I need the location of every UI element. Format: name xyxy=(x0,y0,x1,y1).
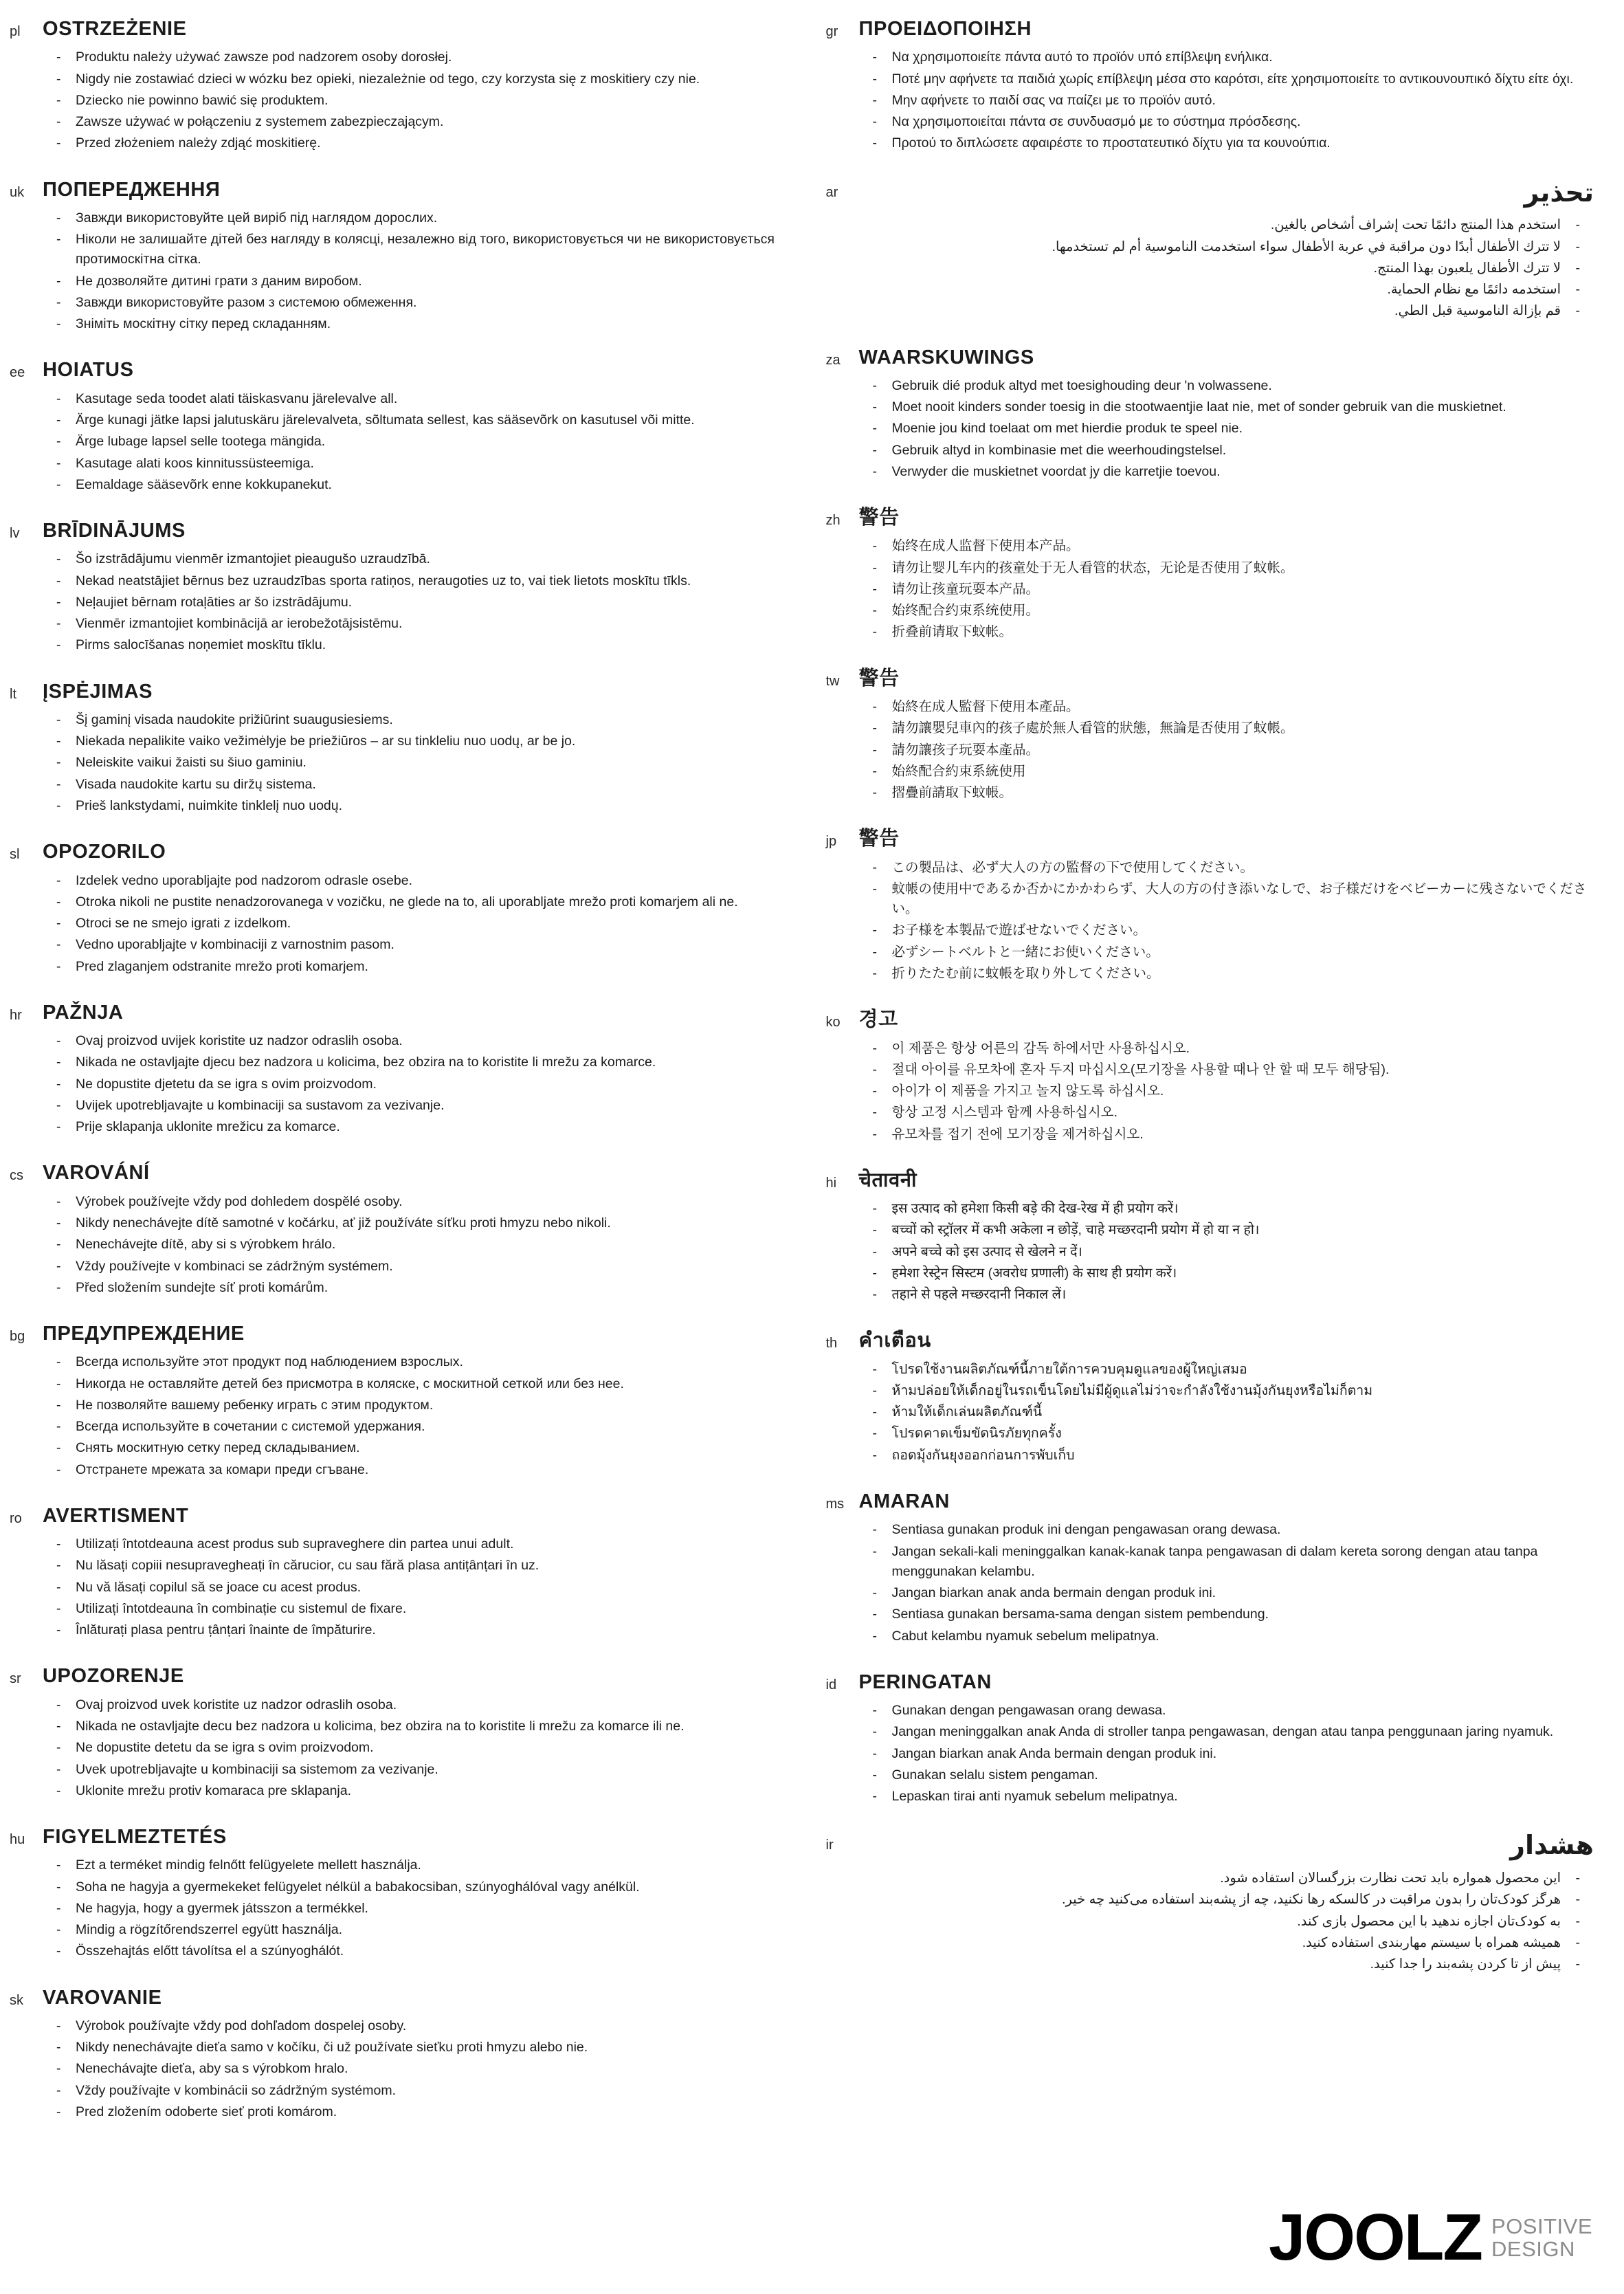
warning-item: - Gebruik dié produk altyd met toesighouding deur 'n volwassene. xyxy=(873,376,1594,396)
section-title: AMARAN xyxy=(858,1490,950,1512)
warning-item: - Pred zlaganjem odstranite mrežo proti komarjem. xyxy=(56,957,778,977)
warning-item: - Niekada nepalikite vaiko vežimėlyje be priežiūros – ar su tinkleliu nuo uodų, ar be jo. xyxy=(56,731,778,751)
warning-list xyxy=(43,2016,778,2122)
warning-item: - 유모차를 접기 전에 모기장을 제거하십시오. xyxy=(873,1125,1594,1145)
section-body xyxy=(43,1323,778,1481)
warning-item: - Utilizați întotdeauna acest produs sub supraveghere din partea unui adult. xyxy=(56,1534,778,1554)
warning-item: - 아이가 이 제품을 가지고 놀지 않도록 하십시오. xyxy=(873,1081,1594,1101)
warning-item: - Lepaskan tirai anti nyamuk sebelum melipatnya. xyxy=(873,1787,1594,1807)
section-title: ПРЕДУПРЕЖДЕНИЕ xyxy=(43,1323,245,1345)
language-code: gr xyxy=(825,24,838,39)
warning-list xyxy=(859,215,1594,321)
warning-item: - Снять москитную сетку перед складыванием. xyxy=(56,1438,778,1458)
warning-list xyxy=(859,1868,1594,1974)
warning-section-pl xyxy=(10,18,778,155)
warning-item: - Ezt a terméket mindig felnőtt felügyelete mellett használja. xyxy=(56,1855,778,1875)
warning-item: - Ne dopustite djetetu da se igra s ovim proizvodom. xyxy=(56,1074,778,1094)
warning-section-sl xyxy=(10,841,778,978)
warning-item: - Kasutage seda toodet alati täiskasvanu järelevalve all. xyxy=(56,389,778,409)
column-1 xyxy=(10,18,778,2147)
warning-list xyxy=(859,536,1594,642)
warning-section-bg xyxy=(10,1323,778,1481)
warning-item: - Nu vă lăsați copilul să se joace cu acest produs. xyxy=(56,1578,778,1598)
warning-item: - ห้ามปล่อยให้เด็กอยู่ในรถเข็นโดยไม่มีผู้ดูแลไม่ว่าจะกำลังใช้งานมุ้งกันยุงหรือไม่ก็ตาม xyxy=(873,1381,1594,1401)
warning-item: - Prieš lankstydami, nuimkite tinklelį nuo uodų. xyxy=(56,796,778,816)
section-title: 警告 xyxy=(858,667,900,690)
warning-item: - پیش از تا کردن پشه‌بند را جدا کنید. xyxy=(859,1954,1581,1974)
language-code: sl xyxy=(10,847,20,863)
warning-item: - Ärge kunagi jätke lapsi jalutuskäru järelevalveta, sõltumata sellest, kas sääsevõrk on kasutusel või mitte. xyxy=(56,410,778,430)
warning-item: - Sentiasa gunakan bersama-sama dengan sistem pembendung. xyxy=(873,1604,1594,1624)
warning-section-lt xyxy=(10,681,778,818)
language-code: ee xyxy=(10,365,25,381)
section-body xyxy=(43,520,778,657)
warning-item: - 蚊帳の使用中であるか否かにかかわらず、大人の方の付き添いなしで、お子様だけをベビーカーに残さないでください。 xyxy=(873,879,1594,920)
warning-item: - Nikdy nenechávajte dieťa samo v kočíku, či už používate sieťku proti hmyzu alebo nie. xyxy=(56,2038,778,2058)
warning-item: - 절대 아이를 유모차에 혼자 두지 마십시오(모기장을 사용할 때나 안 할 때 모두 해당됨). xyxy=(873,1060,1594,1080)
warning-item: - Nenechávajte dieťa, aby sa s výrobkom hralo. xyxy=(56,2059,778,2079)
warning-item: - به کودک‌تان اجازه ندهید با این محصول بازی کند. xyxy=(859,1912,1581,1932)
warning-item: - Μην αφήνετε το παιδί σας να παίζει με το προϊόν αυτό. xyxy=(873,91,1594,111)
warning-item: - Prije sklapanja uklonite mrežicu za komarce. xyxy=(56,1117,778,1137)
warning-item: - این محصول همواره باید تحت نظارت بزرگسالان استفاده شود. xyxy=(859,1868,1581,1888)
warning-item: - 이 제품은 항상 어른의 감독 하에서만 사용하십시오. xyxy=(873,1039,1594,1059)
warning-item: - Завжди використовуйте разом з системою обмеження. xyxy=(56,293,778,313)
language-code: ro xyxy=(10,1510,22,1526)
warning-item: - Nu lăsați copiii nesupravegheați în cărucior, cu sau fără plasa antițânțari în uz. xyxy=(56,1556,778,1576)
warning-section-hi xyxy=(826,1169,1594,1307)
section-title: VAROVANIE xyxy=(43,1986,162,2009)
warning-item: - Gebruik altyd in kombinasie met die weerhoudingstelsel. xyxy=(873,441,1594,461)
language-code: bg xyxy=(10,1329,25,1344)
language-code: za xyxy=(825,352,841,368)
section-title: 警告 xyxy=(858,507,900,529)
warning-item: - 折叠前请取下蚊帐。 xyxy=(873,622,1594,642)
language-code: tw xyxy=(825,673,840,689)
warning-item: - Завжди використовуйте цей виріб під наглядом дорослих. xyxy=(56,208,778,228)
section-body xyxy=(43,1826,778,1963)
section-title: OPOZORILO xyxy=(43,841,166,863)
warning-section-sr xyxy=(10,1665,778,1802)
warning-item: - Vždy používajte v kombinácii so zádržným systémom. xyxy=(56,2081,778,2101)
language-code: ko xyxy=(825,1015,841,1030)
warning-section-sk xyxy=(10,1987,778,2124)
section-title: HOIATUS xyxy=(43,359,134,382)
warning-list xyxy=(43,1695,778,1801)
warning-item: - Jangan biarkan anak anda bermain dengan produk ini. xyxy=(873,1583,1594,1603)
section-title: UPOZORENJE xyxy=(43,1665,184,1688)
warning-item: - Ne hagyja, hogy a gyermek játsszon a termékkel. xyxy=(56,1899,778,1919)
section-title: هشدار xyxy=(1510,1831,1594,1861)
warning-section-id xyxy=(826,1671,1594,1809)
language-code: ms xyxy=(825,1496,845,1512)
warning-item: - Otroka nikoli ne pustite nenadzorovanega v vozičku, ne glede na to, ali uporabljate mrežo proti komarjem ali ne. xyxy=(56,892,778,912)
section-title: चेतावनी xyxy=(858,1169,917,1191)
warning-item: - Soha ne hagyja a gyermekeket felügyelet nélkül a babakocsiban, szúnyoghálóval vagy anélkül. xyxy=(56,1877,778,1897)
section-body xyxy=(859,346,1594,484)
warning-item: - 折りたたむ前に蚊帳を取り外してください。 xyxy=(873,964,1594,984)
warning-item: - 請勿讓嬰兒車內的孩子處於無人看管的狀態，無論是否使用了蚊帳。 xyxy=(873,718,1594,738)
warning-item: - Eemaldage sääsevõrk enne kokkupanekut. xyxy=(56,475,778,495)
warning-list xyxy=(43,1534,778,1640)
section-body xyxy=(859,1831,1594,1976)
warning-item: - Înlăturați plasa pentru țânțari înainte de împăturire. xyxy=(56,1620,778,1640)
warning-item: - Výrobok používajte vždy pod dohľadom dospelej osoby. xyxy=(56,2016,778,2036)
warning-item: - ถอดมุ้งกันยุงออกก่อนการพับเก็บ xyxy=(873,1446,1594,1466)
section-body xyxy=(859,1490,1594,1648)
column-2 xyxy=(826,18,1594,2147)
warning-item: - Uvek upotrebljavajte u kombinaciji sa sistemom za vezivanje. xyxy=(56,1760,778,1780)
section-title: PAŽNJA xyxy=(43,1001,124,1024)
language-code: zh xyxy=(825,513,841,529)
warning-item: - Ne dopustite detetu da se igra s ovim proizvodom. xyxy=(56,1738,778,1758)
warning-list xyxy=(859,1039,1594,1145)
warning-item: - Gunakan dengan pengawasan orang dewasa. xyxy=(873,1701,1594,1721)
language-code: jp xyxy=(825,834,837,850)
warning-item: - Nigdy nie zostawiać dzieci w wózku bez opieki, niezależnie od tego, czy korzysta się z moskitiery czy nie. xyxy=(56,69,778,89)
section-body xyxy=(43,359,778,496)
warning-item: - Nenechávejte dítě, aby si s výrobkem hrálo. xyxy=(56,1235,778,1255)
warning-item: - Vedno uporabljajte v kombinaciji z varnostnim pasom. xyxy=(56,935,778,955)
warning-item: - Verwyder die muskietnet voordat jy die karretjie toevou. xyxy=(873,462,1594,482)
warning-item: - Uvijek upotrebljavajte u kombinaciji sa sustavom za vezivanje. xyxy=(56,1096,778,1116)
section-body xyxy=(43,1987,778,2124)
warning-item: - Να χρησιμοποιείτε πάντα αυτό το προϊόν υπό επίβλεψη ενήλικα. xyxy=(873,47,1594,67)
warning-list xyxy=(43,1192,778,1298)
warning-list xyxy=(43,1031,778,1137)
warning-section-za xyxy=(826,346,1594,484)
warning-list xyxy=(859,858,1594,984)
warning-item: - Ovaj proizvod uvek koristite uz nadzor odraslih osoba. xyxy=(56,1695,778,1715)
warning-item: - Никогда не оставляйте детей без присмотра в коляске, с москитной сеткой или без нее. xyxy=(56,1374,778,1394)
language-code: uk xyxy=(10,184,25,200)
warning-item: - Pirms salocīšanas noņemiet moskītu tīklu. xyxy=(56,635,778,655)
warning-section-th xyxy=(826,1330,1594,1467)
warning-item: - Προτού το διπλώσετε αφαιρέστε το προστατευτικό δίχτυ για τα κουνούπια. xyxy=(873,133,1594,153)
warning-item: - Neļaujiet bērnam rotaļāties ar šo izstrādājumu. xyxy=(56,593,778,613)
warning-item: - Не дозволяйте дитині грати з даним виробом. xyxy=(56,272,778,291)
warning-list xyxy=(859,1360,1594,1466)
tagline-line-1: POSITIVE xyxy=(1491,2214,1592,2238)
warning-item: - 始終在成人監督下使用本產品。 xyxy=(873,697,1594,717)
warning-item: - Sentiasa gunakan produk ini dengan pengawasan orang dewasa. xyxy=(873,1520,1594,1540)
language-code: hr xyxy=(10,1007,22,1023)
section-title: AVERTISMENT xyxy=(43,1504,189,1527)
warning-section-gr xyxy=(826,18,1594,155)
section-title: PERINGATAN xyxy=(858,1670,992,1693)
section-title: 警告 xyxy=(858,828,900,850)
section-title: OSTRZEŻENIE xyxy=(43,18,187,40)
warning-item: - Összehajtás előtt távolítsa el a szúnyoghálót. xyxy=(56,1941,778,1961)
warning-item: - Nekad neatstājiet bērnus bez uzraudzības sporta ratiņos, neraugoties uz to, vai tiek lietots moskītu tīkls. xyxy=(56,571,778,591)
warning-item: - Jangan sekali-kali meninggalkan kanak-kanak tanpa pengawasan di dalam kereta sorong dengan atau tanpa menggunakan kelambu. xyxy=(873,1542,1594,1582)
warning-section-hr xyxy=(10,1002,778,1139)
warning-item: - Nikdy nenechávejte dítě samotné v kočárku, ať již používáte síťku proti hmyzu nebo nikoli. xyxy=(56,1213,778,1233)
section-body xyxy=(859,18,1594,155)
warning-item: - استخدمه دائمًا مع نظام الحماية. xyxy=(859,280,1581,300)
section-body xyxy=(43,1665,778,1802)
language-code: id xyxy=(825,1677,837,1692)
warning-section-ms xyxy=(826,1490,1594,1648)
warning-item: - Kasutage alati koos kinnitussüsteemiga. xyxy=(56,454,778,474)
warning-item: - Neleiskite vaikui žaisti su šiuo gaminiu. xyxy=(56,753,778,773)
section-title: WAARSKUWINGS xyxy=(858,346,1034,368)
section-body xyxy=(859,507,1594,644)
language-code: sr xyxy=(10,1671,21,1687)
language-code: pl xyxy=(10,24,21,39)
section-title: تحذير xyxy=(1524,178,1594,208)
warning-item: - Всегда используйте в сочетании с системой удержания. xyxy=(56,1417,778,1437)
language-code: ir xyxy=(825,1838,834,1853)
warning-item: - Nikada ne ostavljajte decu bez nadzora u kolicima, bez obzira na to koristite li mrežu za komarce ili ne. xyxy=(56,1717,778,1736)
warning-item: - Gunakan selalu sistem pengaman. xyxy=(873,1765,1594,1785)
warning-section-ar xyxy=(826,179,1594,323)
section-body xyxy=(43,18,778,155)
warning-item: - 始终在成人监督下使用本产品。 xyxy=(873,536,1594,556)
warning-item: - 始终配合约束系统使用。 xyxy=(873,601,1594,621)
language-code: th xyxy=(825,1336,838,1352)
section-body xyxy=(859,668,1594,805)
warning-item: - Utilizați întotdeauna în combinație cu sistemul de fixare. xyxy=(56,1599,778,1619)
warning-item: - همیشه همراه با سیستم مهاربندی استفاده کنید. xyxy=(859,1933,1581,1953)
warning-item: - Pred zložením odoberte sieť proti komárom. xyxy=(56,2102,778,2122)
warning-item: - Izdelek vedno uporabljajte pod nadzorom odrasle osebe. xyxy=(56,871,778,891)
warning-item: - 请勿让孩童玩耍本产品。 xyxy=(873,580,1594,599)
warning-section-hu xyxy=(10,1826,778,1963)
warning-item: - तहाने से पहले मच्छरदानी निकाल लें। xyxy=(873,1285,1594,1305)
section-body xyxy=(43,681,778,818)
warning-item: - Zawsze używać w połączeniu z systemem zabezpieczającym. xyxy=(56,112,778,132)
section-title: FIGYELMEZTETÉS xyxy=(43,1826,227,1849)
warning-item: - 항상 고정 시스템과 함께 사용하십시오. xyxy=(873,1103,1594,1123)
warning-section-ir xyxy=(826,1831,1594,1976)
language-code: cs xyxy=(10,1168,23,1184)
warning-item: - Nikada ne ostavljajte djecu bez nadzora u kolicima, bez obzira na to koristite li mrežu za komarce. xyxy=(56,1052,778,1072)
warning-item: - โปรดใช้งานผลิตภัณฑ์นี้ภายใต้การควบคุมดูแลของผู้ใหญ่เสมอ xyxy=(873,1360,1594,1380)
warning-item: - Dziecko nie powinno bawić się produktem. xyxy=(56,91,778,111)
language-code: hi xyxy=(825,1175,837,1191)
warning-item: - Ποτέ μην αφήνετε τα παιδιά χωρίς επίβλεψη μέσα στο καρότσι, είτε χρησιμοποιείτε το αντικουνουπικό δίχτυ είτε όχι. xyxy=(873,69,1594,89)
warning-item: - Отстранете мрежата за комари преди сгъване. xyxy=(56,1460,778,1480)
section-title: ĮSPĖJIMAS xyxy=(43,680,153,703)
warning-item: - Зніміть москітну сітку перед складанням. xyxy=(56,314,778,334)
language-code: sk xyxy=(10,1992,23,2008)
section-title: VAROVÁNÍ xyxy=(43,1162,150,1184)
language-code: lv xyxy=(10,526,20,542)
warning-item: - Jangan biarkan anak Anda bermain dengan produk ini. xyxy=(873,1744,1594,1764)
warning-item: - Не позволяйте вашему ребенку играть с этим продуктом. xyxy=(56,1396,778,1415)
section-body xyxy=(43,1002,778,1139)
section-body xyxy=(859,1330,1594,1467)
language-code: ar xyxy=(825,184,838,200)
warning-section-tw xyxy=(826,668,1594,805)
warning-list xyxy=(43,208,778,335)
warning-item: - استخدم هذا المنتج دائمًا تحت إشراف أشخاص بالغين. xyxy=(859,215,1581,235)
warning-section-uk xyxy=(10,179,778,336)
warning-item: - โปรดคาดเข็มขัดนิรภัยทุกครั้ง xyxy=(873,1424,1594,1444)
section-title: 경고 xyxy=(858,1008,898,1031)
section-body xyxy=(859,1008,1594,1146)
warning-section-lv xyxy=(10,520,778,657)
warning-section-ee xyxy=(10,359,778,496)
warning-item: - Всегда используйте этот продукт под наблюдением взрослых. xyxy=(56,1352,778,1372)
warning-item: - Produktu należy używać zawsze pod nadzorem osoby dorosłej. xyxy=(56,47,778,67)
warning-list xyxy=(43,1855,778,1961)
warning-item: - Ärge lubage lapsel selle tootega mängida. xyxy=(56,432,778,452)
section-body xyxy=(859,828,1594,985)
warning-item: - 请勿让婴儿车内的孩童处于无人看管的状态，无论是否使用了蚊帐。 xyxy=(873,558,1594,578)
warning-list xyxy=(859,1199,1594,1305)
warning-section-ko xyxy=(826,1008,1594,1146)
warning-item: - इस उत्पाद को हमेशा किसी बड़े की देख-रेख में ही प्रयोग करें। xyxy=(873,1199,1594,1219)
warning-item: - Vždy používejte v kombinaci se zádržným systémem. xyxy=(56,1257,778,1277)
warning-list xyxy=(859,376,1594,482)
joolz-logo-tagline xyxy=(1491,2215,1592,2261)
warning-list xyxy=(43,389,778,495)
warning-item: - Vienmēr izmantojiet kombinācijā ar ierobežotājsistēmu. xyxy=(56,614,778,634)
warning-section-jp xyxy=(826,828,1594,985)
warning-item: - Výrobek používejte vždy pod dohledem dospělé osoby. xyxy=(56,1192,778,1212)
warning-item: - बच्चों को स्ट्रॉलर में कभी अकेला न छोड़ें, चाहे मच्छरदानी प्रयोग में हो या न हो। xyxy=(873,1220,1594,1240)
warning-item: - Otroci se ne smejo igrati z izdelkom. xyxy=(56,914,778,934)
joolz-logo xyxy=(1269,2201,1592,2274)
warning-item: - Να χρησιμοποιείται πάντα σε συνδυασμό με το σύστημα πρόσδεσης. xyxy=(873,112,1594,132)
warning-item: - お子様を本製品で遊ばせないでください。 xyxy=(873,920,1594,940)
section-body xyxy=(859,179,1594,323)
section-body xyxy=(43,1162,778,1299)
section-title: BRĪDINĀJUMS xyxy=(43,520,186,542)
warning-item: - हमेशा रेस्ट्रेन सिस्टम (अवरोध प्रणाली) के साथ ही प्रयोग करें। xyxy=(873,1264,1594,1283)
language-code: lt xyxy=(10,686,16,702)
section-title: ΠΡΟΕΙΔΟΠΟΙΗΣΗ xyxy=(858,18,1032,40)
warning-item: - 摺疊前請取下蚊帳。 xyxy=(873,783,1594,803)
warning-item: - 請勿讓孩子玩耍本產品。 xyxy=(873,740,1594,760)
tagline-line-2: DESIGN xyxy=(1491,2237,1575,2261)
warning-item: - Moenie jou kind toelaat om met hierdie produk te speel nie. xyxy=(873,419,1594,439)
warning-list xyxy=(43,871,778,977)
joolz-logo-wordmark: JOOLZ xyxy=(1269,2201,1482,2274)
section-body xyxy=(859,1671,1594,1809)
section-body xyxy=(859,1169,1594,1307)
warning-list xyxy=(43,549,778,655)
warning-item: - لا تترك الأطفال يلعبون بهذا المنتج. xyxy=(859,258,1581,278)
warning-item: - قم بإزالة الناموسية قبل الطي. xyxy=(859,301,1581,321)
warning-item: - अपने बच्चे को इस उत्पाद से खेलने न दें। xyxy=(873,1242,1594,1262)
language-code: hu xyxy=(10,1832,25,1848)
warning-item: - Ніколи не залишайте дітей без нагляду в колясці, незалежно від того, використовується чи не використовується протимоскітна сітка. xyxy=(56,230,778,270)
warning-item: - この製品は、必ず大人の方の監督の下で使用してください。 xyxy=(873,858,1594,878)
section-body xyxy=(43,841,778,978)
section-title: ПОПЕРЕДЖЕННЯ xyxy=(43,178,221,201)
section-body xyxy=(43,179,778,336)
warning-list xyxy=(859,1520,1594,1646)
warning-item: - Před složením sundejte síť proti komárům. xyxy=(56,1278,778,1298)
warning-section-cs xyxy=(10,1162,778,1299)
warning-list xyxy=(859,697,1594,803)
warning-item: - 必ずシートベルトと一緒にお使いください。 xyxy=(873,942,1594,962)
warning-item: - ห้ามให้เด็กเล่นผลิตภัณฑ์นี้ xyxy=(873,1402,1594,1422)
section-body xyxy=(43,1505,778,1642)
warning-section-zh xyxy=(826,507,1594,644)
warning-item: - Moet nooit kinders sonder toesig in die stootwaentjie laat nie, met of sonder gebruik van die muskietnet. xyxy=(873,397,1594,417)
warning-list xyxy=(859,47,1594,153)
warning-list xyxy=(43,710,778,816)
warning-item: - 始終配合約束系統使用 xyxy=(873,762,1594,782)
warning-item: - هرگز کودک‌تان را بدون مراقبت در کالسکه رها نکنید، چه از پشه‌بند استفاده می‌کنید چه خیر. xyxy=(859,1890,1581,1910)
warning-item: - لا تترك الأطفال أبدًا دون مراقبة في عربة الأطفال سواء استخدمت الناموسية أم لم تستخدمها. xyxy=(859,237,1581,257)
warning-item: - Jangan meninggalkan anak Anda di stroller tanpa pengawasan, dengan atau tanpa penggunaan jaring nyamuk. xyxy=(873,1722,1594,1742)
warning-item: - Ovaj proizvod uvijek koristite uz nadzor odraslih osoba. xyxy=(56,1031,778,1051)
warning-list xyxy=(859,1701,1594,1807)
warning-list xyxy=(43,47,778,153)
warning-list xyxy=(43,1352,778,1480)
warning-item: - Šį gaminį visada naudokite prižiūrint suaugusiesiems. xyxy=(56,710,778,730)
warning-columns xyxy=(10,18,1594,2147)
section-title: คําเตือน xyxy=(858,1330,931,1352)
warning-item: - Mindig a rögzítőrendszerrel együtt használja. xyxy=(56,1920,778,1940)
warning-item: - Przed złożeniem należy zdjąć moskitierę. xyxy=(56,133,778,153)
warning-item: - Visada naudokite kartu su diržų sistema. xyxy=(56,775,778,795)
warning-item: - Cabut kelambu nyamuk sebelum melipatnya. xyxy=(873,1626,1594,1646)
warning-item: - Šo izstrādājumu vienmēr izmantojiet pieaugušo uzraudzībā. xyxy=(56,549,778,569)
warning-item: - Uklonite mrežu protiv komaraca pre sklapanja. xyxy=(56,1781,778,1801)
warning-section-ro xyxy=(10,1505,778,1642)
